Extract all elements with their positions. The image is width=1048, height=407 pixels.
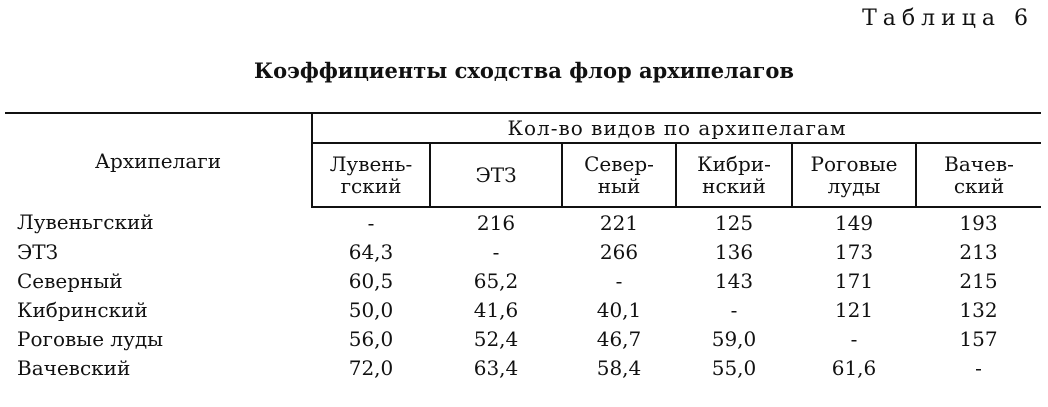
table-cell: 61,6 — [831, 355, 877, 380]
row-header-archipelagos: Архипелаги — [5, 113, 312, 207]
row-name: Северный — [17, 268, 123, 293]
table-cell: 63,4 — [473, 355, 519, 380]
table-cell: 266 — [599, 239, 639, 264]
table-cell: 58,4 — [596, 355, 642, 380]
table-cell: 55,0 — [711, 355, 757, 380]
table-cell: 213 — [959, 239, 998, 264]
table-cell: 60,5 — [348, 268, 394, 293]
column-header-line: Север- — [584, 152, 654, 176]
column-header-line: ЭТЗ — [475, 163, 517, 187]
table-cell: - — [730, 297, 738, 322]
row-name: ЭТЗ — [17, 239, 59, 264]
column-header-luvengsky — [312, 143, 430, 207]
column-header-etz — [430, 143, 562, 207]
table-row — [5, 237, 1041, 266]
table-row — [5, 266, 1041, 295]
column-header-severny — [562, 143, 676, 207]
column-header-kibrinsky — [676, 143, 792, 207]
table-cell: 216 — [476, 210, 516, 235]
table-caption: Коэффициенты сходства флор архипелагов — [254, 58, 794, 83]
column-header-line: ский — [953, 174, 1005, 198]
table-cell: 52,4 — [473, 326, 519, 351]
table-cell: 157 — [959, 326, 998, 351]
table-row — [5, 295, 1041, 324]
table-cell: - — [492, 239, 500, 264]
row-name: Роговые луды — [17, 326, 164, 351]
table-cell: 46,7 — [596, 326, 642, 351]
table-cell: - — [850, 326, 858, 351]
table-row — [5, 324, 1041, 353]
column-header-line: Лувень- — [329, 152, 413, 176]
table-cell: 40,1 — [596, 297, 642, 322]
column-header-rogovye-ludy — [792, 143, 916, 207]
column-header-line: гский — [340, 174, 402, 198]
table-cell: 171 — [834, 268, 874, 293]
similarity-table — [5, 112, 1041, 382]
table-cell: 149 — [834, 210, 874, 235]
table-cell: 64,3 — [348, 239, 394, 264]
group-header-species-count: Кол-во видов по архипелагам — [312, 113, 1041, 143]
table-cell: - — [367, 210, 375, 235]
table-cell: 56,0 — [348, 326, 394, 351]
table-row — [5, 207, 1041, 237]
column-header-vachevsky — [916, 143, 1041, 207]
table-row — [5, 353, 1041, 382]
row-name: Кибринский — [17, 297, 148, 322]
column-header-line: ный — [597, 174, 641, 198]
table-cell: 50,0 — [348, 297, 394, 322]
column-header-line: нский — [702, 174, 766, 198]
column-header-line: Вачев- — [944, 152, 1014, 176]
table-cell: 143 — [714, 268, 754, 293]
table-cell: 121 — [834, 297, 874, 322]
table-cell: 41,6 — [473, 297, 519, 322]
table-cell: 221 — [599, 210, 639, 235]
table-number-label: Таблица 6 — [862, 6, 1034, 31]
table-cell: 72,0 — [348, 355, 394, 380]
row-name: Вачевский — [17, 355, 131, 380]
table-cell: 173 — [834, 239, 874, 264]
table-cell: 125 — [714, 210, 754, 235]
table-cell: - — [975, 355, 982, 380]
column-header-line: Кибри- — [697, 152, 771, 176]
table-cell: 215 — [959, 268, 998, 293]
table-cell: 193 — [959, 210, 998, 235]
column-header-line: Роговые — [810, 152, 898, 176]
table-cell: 132 — [959, 297, 998, 322]
table-cell: 136 — [714, 239, 754, 264]
table-cell: 65,2 — [473, 268, 519, 293]
table-cell: 59,0 — [711, 326, 757, 351]
row-name: Лувеньгский — [17, 210, 154, 234]
table-cell: - — [615, 268, 623, 293]
column-header-line: луды — [827, 174, 881, 198]
